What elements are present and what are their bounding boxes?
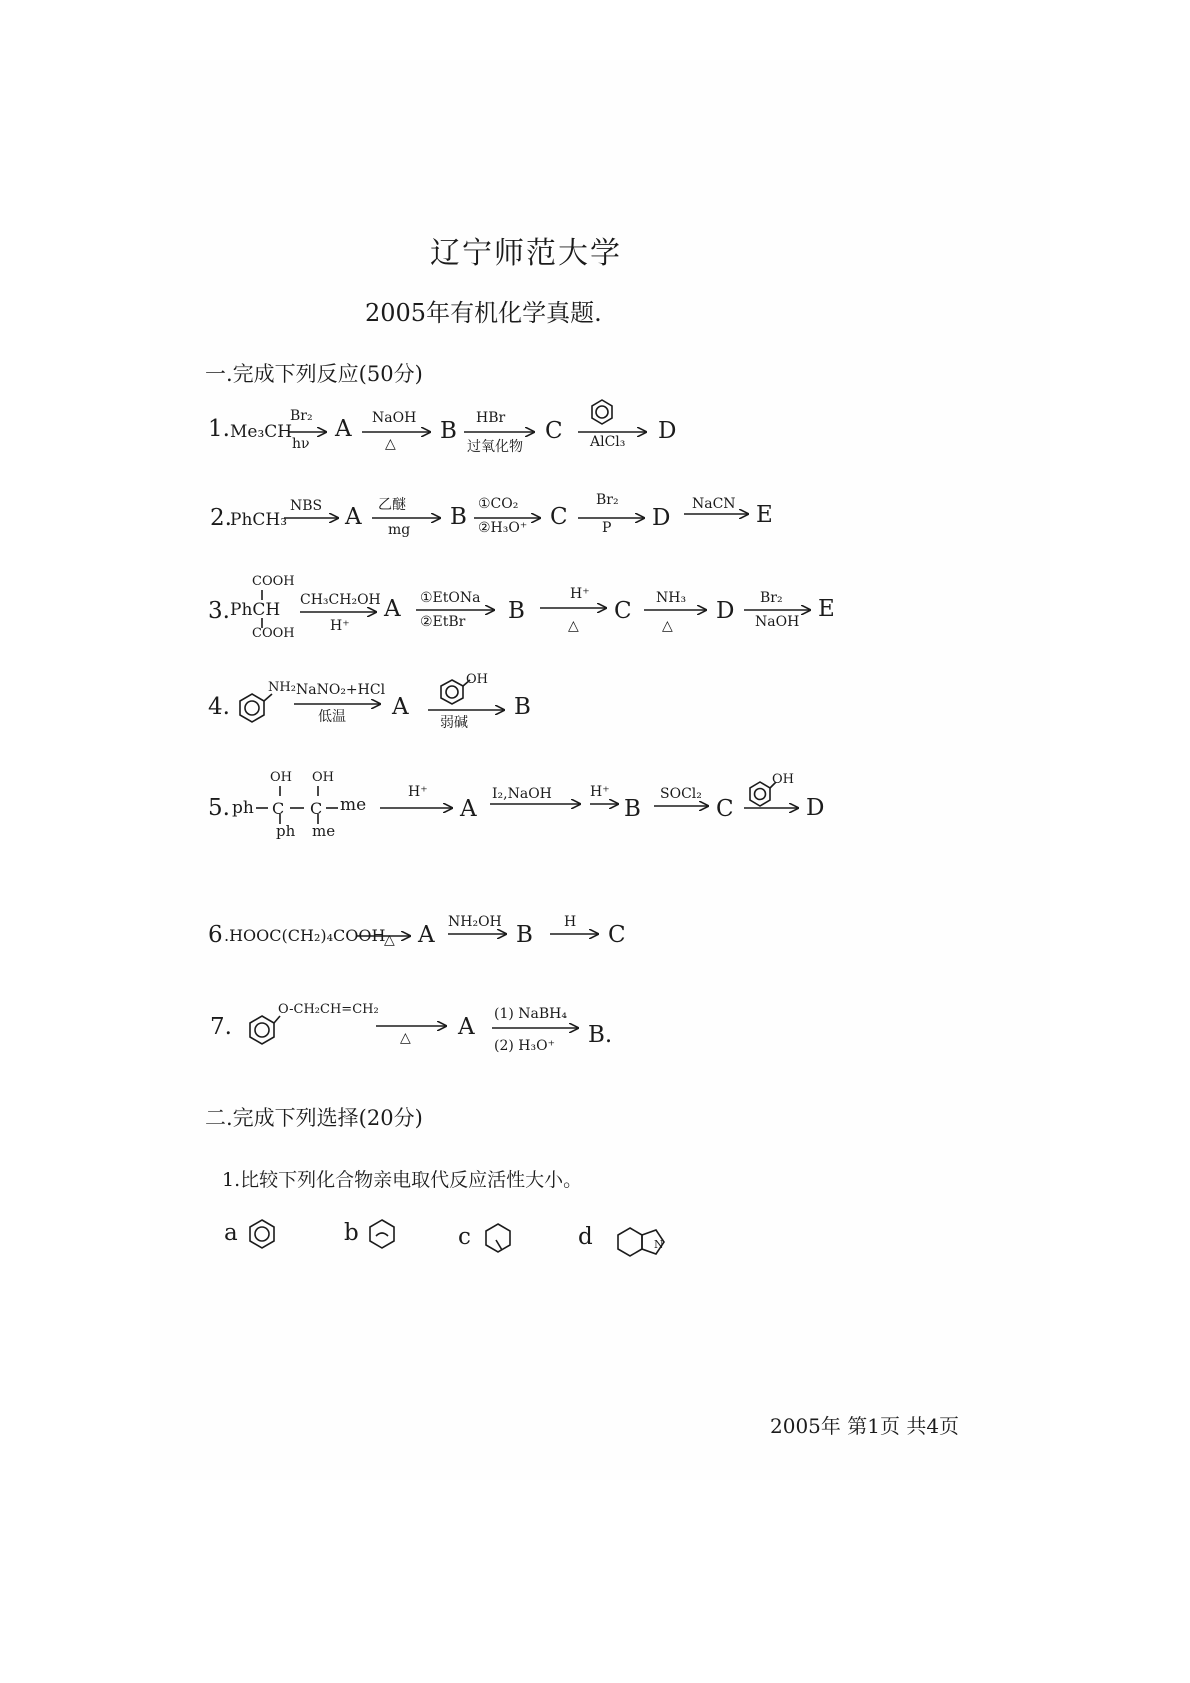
reagent-bottom: mg [388, 522, 411, 538]
substituent: OH [466, 672, 488, 687]
reagent-top: NaCN [692, 496, 736, 512]
product-label: B [516, 922, 533, 948]
reagent-top: Br₂ [596, 492, 619, 508]
substituent-right: me [340, 795, 367, 815]
product-label: B [440, 418, 457, 444]
reagent-top: NH₂OH [448, 914, 502, 930]
reagent-bottom: 过氧化物 [467, 439, 523, 455]
start-material: PhCH [230, 600, 281, 620]
exam-subtitle: 2005年有机化学真题. [365, 299, 602, 327]
option-d-label: d [578, 1224, 593, 1250]
start-material: .HOOC(CH₂)₄COOH [224, 926, 386, 945]
page-footer: 2005年 第1页 共4页 [770, 1414, 960, 1438]
product-label: B [508, 598, 525, 624]
section1-title: 一.完成下列反应(50分) [205, 362, 423, 386]
substituent: O-CH₂CH=CH₂ [278, 1002, 379, 1017]
product-label: C [545, 418, 563, 444]
option-a-label: a [224, 1220, 238, 1246]
reagent-top: ①CO₂ [478, 496, 519, 512]
product-label: A [460, 796, 477, 822]
reaction-number: 5. [208, 795, 230, 821]
reagent-bottom: △ [385, 436, 396, 452]
reagent-top: H⁺ [590, 784, 610, 800]
product-label: A [384, 596, 401, 622]
reagent-top: H⁺ [408, 784, 428, 800]
reaction-number: 1. [208, 416, 230, 442]
reaction-number: 2. [210, 505, 232, 531]
product-label: D [716, 598, 735, 624]
carbon-atom: C [272, 799, 285, 818]
product-label: E [818, 596, 835, 622]
product-label: C [614, 598, 632, 624]
reagent-top: Br₂ [290, 408, 313, 424]
reagent-top: HBr [476, 410, 506, 426]
substituent-bottom: ph [276, 822, 296, 840]
reaction-number: 7. [210, 1014, 232, 1040]
product-label: A [418, 922, 435, 948]
reagent-top: I₂,NaOH [492, 786, 552, 802]
reagent-top: H⁺ [570, 586, 590, 602]
product-label: C [716, 796, 734, 822]
reagent-bottom: AlCl₃ [590, 434, 626, 450]
product-label: B [514, 694, 531, 720]
product-label: C [608, 922, 626, 948]
reagent-top: 乙醚 [378, 497, 406, 513]
substituent-top: COOH [252, 574, 295, 589]
reagent-top: SOCl₂ [660, 786, 702, 802]
carbon-atom: C [310, 799, 323, 818]
university-title: 辽宁师范大学 [430, 236, 622, 271]
section2-title: 二.完成下列选择(20分) [205, 1106, 423, 1130]
substituent-bottom: COOH [252, 626, 295, 641]
reagent-bottom: (2) H₃O⁺ [494, 1038, 555, 1054]
start-material: ph [232, 798, 254, 818]
product-label: A [392, 694, 409, 720]
reagent-top: NaOH [372, 410, 417, 426]
reagent-bottom: △ [384, 932, 395, 948]
product-label: A [458, 1014, 475, 1040]
nitrogen-atom: N [654, 1238, 664, 1251]
reaction-number: 3. [208, 598, 230, 624]
product-label: B [624, 796, 641, 822]
reagent-top: (1) NaBH₄ [494, 1006, 567, 1022]
substituent-bottom: me [312, 822, 336, 840]
reagent-bottom: △ [662, 618, 673, 634]
option-b-label: b [344, 1220, 359, 1246]
substituent: OH [772, 772, 794, 787]
question-1: 1.比较下列化合物亲电取代反应活性大小。 [222, 1169, 583, 1191]
reagent-bottom: 低温 [318, 709, 346, 725]
product-label: D [806, 795, 825, 821]
reagent-top: Br₂ [760, 590, 783, 606]
reagent-bottom: △ [400, 1030, 411, 1046]
product-label: B. [588, 1022, 613, 1048]
product-label: B [450, 504, 467, 530]
reagent-top: NaNO₂+HCl [296, 682, 386, 698]
product-label: C [550, 504, 568, 530]
reaction-number: 4. [208, 694, 230, 720]
reagent-bottom: hν [292, 436, 310, 452]
reagent-top: H [564, 914, 577, 930]
product-label: D [652, 505, 671, 531]
substituent-top: OH [312, 770, 334, 785]
product-label: A [335, 416, 352, 442]
reagent-bottom: △ [568, 618, 579, 634]
product-label: E [756, 502, 773, 528]
reagent-top: ①EtONa [420, 590, 481, 606]
reagent-bottom: ②H₃O⁺ [478, 520, 528, 536]
product-label: A [345, 504, 362, 530]
reagent-bottom: NaOH [755, 614, 800, 630]
reagent-bottom: ②EtBr [420, 614, 466, 630]
substituent-top: OH [270, 770, 292, 785]
reaction-number: 6 [208, 922, 223, 948]
reagent-bottom: P [602, 520, 612, 536]
reagent-bottom: H⁺ [330, 618, 350, 634]
reagent-top: NH₃ [656, 590, 687, 606]
product-label: D [658, 418, 677, 444]
option-c-label: c [458, 1224, 471, 1250]
reagent-top: CH₃CH₂OH [300, 592, 381, 608]
reagent-top: NBS [290, 498, 323, 514]
reagent-bottom: 弱碱 [440, 715, 468, 731]
substituent: NH₂ [268, 680, 296, 695]
start-material: PhCH₃ [230, 510, 288, 530]
start-material: Me₃CH [230, 422, 293, 442]
